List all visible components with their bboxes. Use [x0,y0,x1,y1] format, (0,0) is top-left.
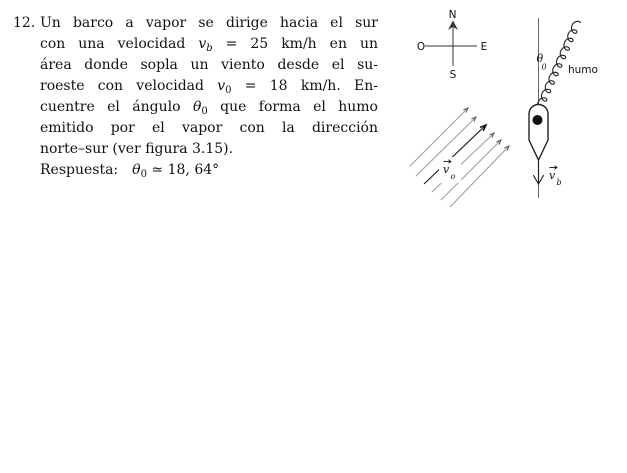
funnel-dot [533,115,543,125]
boat [529,105,548,161]
wind-velocity-subscript: o [450,172,456,181]
problem-line: con una velocidad $v_b = 25$ km/h en un [40,36,378,54]
boat-velocity-label [549,166,562,187]
boat-velocity-subscript: b [556,178,562,187]
problem-lines [40,13,378,181]
problem-number: 12. [13,15,36,31]
compass-east-label: E [480,41,488,53]
problem-line: área donde sopla un viento desde el su- [40,57,378,73]
wind-velocity-symbol: v [443,163,450,176]
compass-south-label: S [449,69,457,81]
problem-line: Un barco a vapor se dirige hacia el sur [40,15,378,31]
theta-label: θ [536,52,544,65]
problem-line: Respuesta: $\theta_0$ ≃ 18, 64° [40,162,220,180]
theta-subscript: 0 [541,62,547,72]
problem-line: cuentre el ángulo $\theta_0$ que forma el humo [40,99,378,117]
figure [400,0,627,220]
compass-north-label: N [448,9,457,21]
compass [417,9,487,81]
problem-block [13,13,378,181]
smoke-label: humo [568,64,598,76]
problem-line: emitido por el vapor con la dirección [40,120,378,136]
boat-velocity-symbol: v [549,169,556,182]
boat-velocity-arrow [534,160,544,184]
problem-line: norte–sur (ver figura 3.15). [40,141,234,157]
problem-line: roeste con velocidad $v_0 = 18$ km/h. En- [40,78,378,96]
compass-west-label: O [416,41,426,53]
